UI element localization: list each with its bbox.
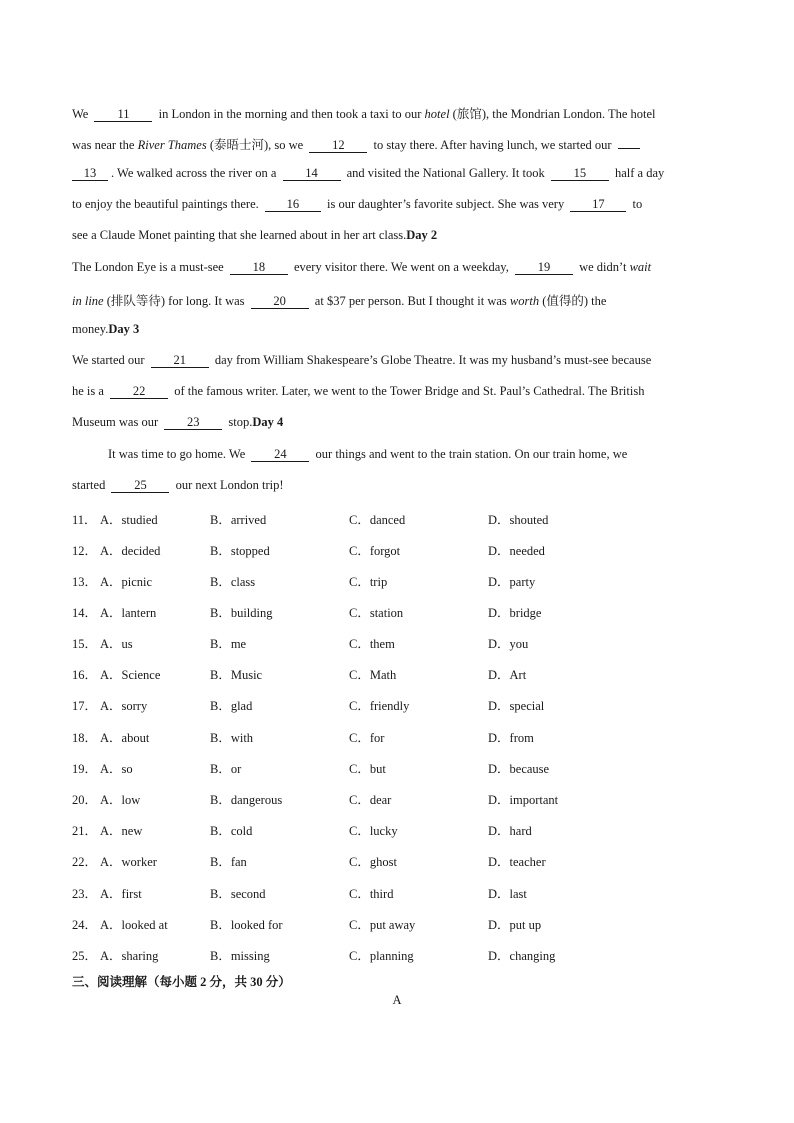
- option-b[interactable]: B．building: [210, 606, 273, 620]
- option-d[interactable]: D．Art: [488, 668, 527, 682]
- option-d[interactable]: D．changing: [488, 949, 556, 963]
- option-b[interactable]: B．missing: [210, 949, 270, 963]
- option-c[interactable]: C．but: [349, 762, 386, 776]
- option-a[interactable]: A．decided: [100, 544, 161, 558]
- blank-13-start: [618, 148, 640, 149]
- option-d[interactable]: D．needed: [488, 544, 545, 558]
- passage-line: We 11 in London in the morning and then took a taxi to our hotel (旅馆), the Mondrian London. The hotel: [72, 107, 656, 121]
- option-d[interactable]: D．important: [488, 793, 559, 807]
- blank-17[interactable]: 17: [570, 198, 626, 212]
- option-a[interactable]: A．picnic: [100, 575, 153, 589]
- question-number: 15．: [72, 637, 98, 651]
- option-a[interactable]: A．Science: [100, 668, 161, 682]
- option-a[interactable]: A．looked at: [100, 918, 168, 932]
- option-b[interactable]: B．glad: [210, 699, 253, 713]
- option-a[interactable]: A．sharing: [100, 949, 159, 963]
- passage-line: he is a 22 of the famous writer. Later, we went to the Tower Bridge and St. Paul’s Cathedral. The British: [72, 384, 645, 398]
- blank-16[interactable]: 16: [265, 198, 321, 212]
- question-number: 12．: [72, 544, 98, 558]
- blank-24[interactable]: 24: [251, 448, 309, 462]
- option-b[interactable]: B．looked for: [210, 918, 283, 932]
- blank-21[interactable]: 21: [151, 354, 209, 368]
- option-d[interactable]: D．bridge: [488, 606, 542, 620]
- question-number: 11．: [72, 513, 97, 527]
- passage-line: We started our 21 day from William Shakespeare’s Globe Theatre. It was my husband’s must-see because: [72, 353, 652, 367]
- option-a[interactable]: A．studied: [100, 513, 158, 527]
- option-b[interactable]: B．cold: [210, 824, 253, 838]
- passage-line: 13 . We walked across the river on a 14 and visited the National Gallery. It took 15 half a day: [72, 166, 664, 181]
- option-b[interactable]: B．me: [210, 637, 247, 651]
- option-a[interactable]: A．lantern: [100, 606, 157, 620]
- option-c[interactable]: C．danced: [349, 513, 406, 527]
- option-a[interactable]: A．first: [100, 887, 142, 901]
- option-c[interactable]: C．third: [349, 887, 394, 901]
- question-number: 25．: [72, 949, 98, 963]
- passage-line: to enjoy the beautiful paintings there. 16 is our daughter’s favorite subject. She was very 17 to: [72, 197, 643, 211]
- question-number: 17．: [72, 699, 98, 713]
- option-c[interactable]: C．forgot: [349, 544, 401, 558]
- option-a[interactable]: A．sorry: [100, 699, 148, 713]
- blank-22[interactable]: 22: [110, 385, 168, 399]
- option-a[interactable]: A．worker: [100, 855, 157, 869]
- option-b[interactable]: B．with: [210, 731, 254, 745]
- blank-19[interactable]: 19: [515, 261, 573, 275]
- option-a[interactable]: A．new: [100, 824, 143, 838]
- blank-11[interactable]: 11: [94, 108, 152, 122]
- question-number: 13．: [72, 575, 98, 589]
- option-c[interactable]: C．planning: [349, 949, 414, 963]
- option-d[interactable]: D．from: [488, 731, 534, 745]
- option-a[interactable]: A．low: [100, 793, 141, 807]
- option-c[interactable]: C．friendly: [349, 699, 410, 713]
- blank-18[interactable]: 18: [230, 261, 288, 275]
- option-a[interactable]: A．us: [100, 637, 133, 651]
- blank-15[interactable]: 15: [551, 167, 609, 181]
- day-2-heading: Day 2: [406, 228, 438, 242]
- passage-line: It was time to go home. We 24 our things and went to the train station. On our train home, we: [108, 447, 628, 461]
- option-a[interactable]: A．so: [100, 762, 133, 776]
- question-number: 21．: [72, 824, 98, 838]
- question-number: 24．: [72, 918, 98, 932]
- option-b[interactable]: B．fan: [210, 855, 247, 869]
- passage-line: see a Claude Monet painting that she learned about in her art class.Day 2: [72, 228, 438, 242]
- blank-14[interactable]: 14: [283, 167, 341, 181]
- option-d[interactable]: D．put up: [488, 918, 542, 932]
- option-a[interactable]: A．about: [100, 731, 150, 745]
- passage-line: in line (排队等待) for long. It was 20 at $37 per person. But I thought it was worth (值得的) the: [72, 294, 607, 308]
- option-d[interactable]: D．last: [488, 887, 527, 901]
- day-3-heading: Day 3: [108, 322, 140, 336]
- option-c[interactable]: C．for: [349, 731, 385, 745]
- option-b[interactable]: B．Music: [210, 668, 263, 682]
- question-number: 20．: [72, 793, 98, 807]
- option-d[interactable]: D．hard: [488, 824, 532, 838]
- option-c[interactable]: C．ghost: [349, 855, 397, 869]
- passage-line: money.Day 3: [72, 322, 140, 336]
- blank-25[interactable]: 25: [111, 479, 169, 493]
- option-b[interactable]: B．dangerous: [210, 793, 283, 807]
- option-c[interactable]: C．them: [349, 637, 395, 651]
- question-number: 23．: [72, 887, 98, 901]
- option-b[interactable]: B．class: [210, 575, 256, 589]
- question-number: 18．: [72, 731, 98, 745]
- question-number: 16．: [72, 668, 98, 682]
- day-4-heading: Day 4: [252, 415, 284, 429]
- question-number: 22．: [72, 855, 98, 869]
- question-number: 19．: [72, 762, 98, 776]
- option-b[interactable]: B．or: [210, 762, 242, 776]
- option-c[interactable]: C．put away: [349, 918, 416, 932]
- section-part-label: A: [392, 993, 402, 1007]
- option-d[interactable]: D．teacher: [488, 855, 546, 869]
- passage-line: The London Eye is a must-see 18 every visitor there. We went on a weekday, 19 we didn’t wait: [72, 260, 652, 274]
- option-d[interactable]: D．shouted: [488, 513, 549, 527]
- passage-line: was near the River Thames (泰晤士河), so we 12 to stay there. After having lunch, we started our: [72, 135, 643, 153]
- option-b[interactable]: B．stopped: [210, 544, 270, 558]
- option-b[interactable]: B．second: [210, 887, 266, 901]
- blank-20[interactable]: 20: [251, 295, 309, 309]
- option-c[interactable]: C．station: [349, 606, 404, 620]
- section-heading: 三、阅读理解（每小题 2 分，共 30 分）: [72, 975, 291, 989]
- passage-line: started 25 our next London trip!: [72, 478, 284, 492]
- option-d[interactable]: D．you: [488, 637, 529, 651]
- option-b[interactable]: B．arrived: [210, 513, 267, 527]
- blank-12[interactable]: 12: [309, 139, 367, 153]
- option-d[interactable]: D．party: [488, 575, 536, 589]
- blank-13[interactable]: 13: [72, 167, 108, 181]
- option-c[interactable]: C．trip: [349, 575, 388, 589]
- option-d[interactable]: D．because: [488, 762, 550, 776]
- question-number: 14．: [72, 606, 98, 620]
- passage-line: Museum was our 23 stop.Day 4: [72, 415, 284, 429]
- option-c[interactable]: C．dear: [349, 793, 392, 807]
- option-c[interactable]: C．Math: [349, 668, 397, 682]
- option-c[interactable]: C．lucky: [349, 824, 398, 838]
- blank-23[interactable]: 23: [164, 416, 222, 430]
- option-d[interactable]: D．special: [488, 699, 545, 713]
